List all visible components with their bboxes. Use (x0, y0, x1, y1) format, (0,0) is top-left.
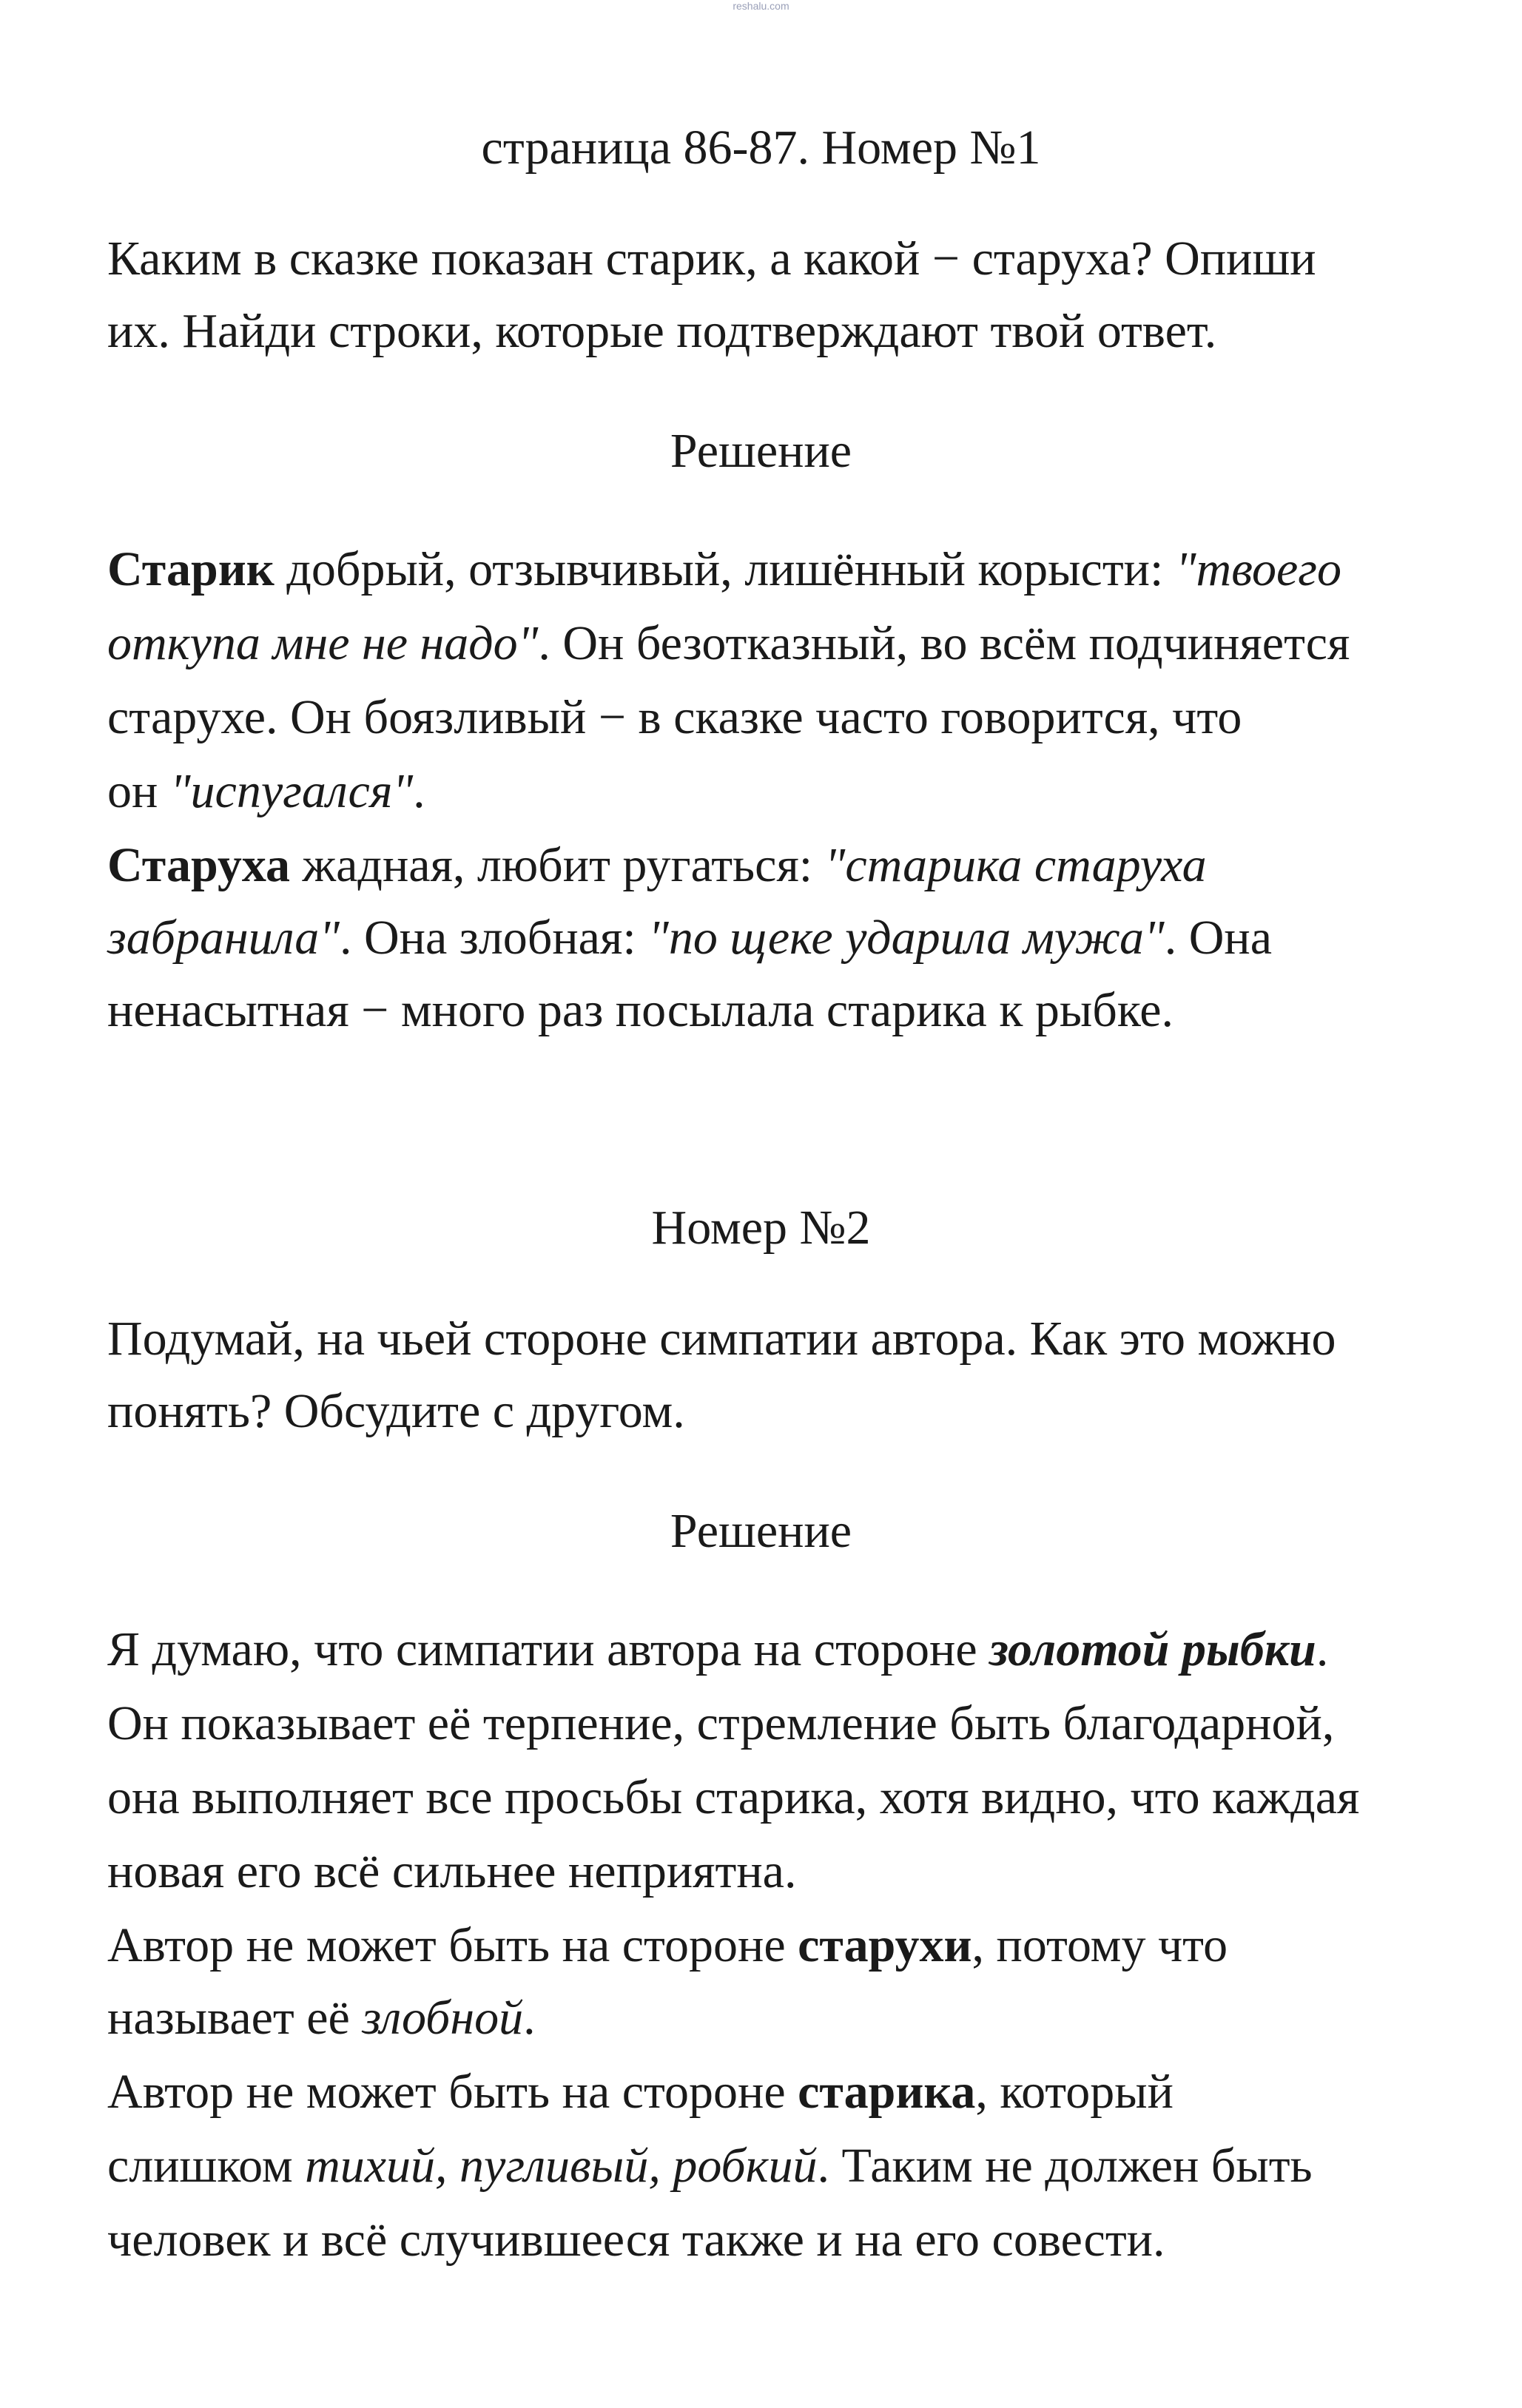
answer-p3-line2 (107, 2136, 1313, 2196)
old-man-end: . (413, 764, 425, 818)
old-woman-line3: ненасытная − много раз посылала старика к рыбке. (107, 983, 1174, 1037)
task2-solution-label: Решение (670, 1504, 852, 1558)
old-man-text2: . Он безотказный, во всём подчиняется (538, 616, 1350, 670)
answer-p3-end1: , который (975, 2065, 1174, 2119)
old-man-line1 (107, 540, 1341, 599)
old-woman-quote2: "по щеке ударила мужа" (648, 911, 1165, 965)
answer-p3-text1: Автор не может быть на стороне (107, 2065, 798, 2119)
answer-p1-end1: . (1316, 1622, 1329, 1676)
answer-p1-line4: новая его всё сильнее неприятна. (107, 1844, 797, 1898)
old-woman-text2-end: . Она (1164, 911, 1273, 965)
task2-question-line2: понять? Обсудите с другом. (107, 1384, 685, 1438)
answer-old-woman: старухи (798, 1918, 972, 1972)
answer-p3-line3: человек и всё случившееся также и на его совести. (107, 2213, 1165, 2267)
task2-title: Номер №2 (651, 1201, 871, 1255)
answer-old-man: старика (798, 2065, 976, 2119)
old-woman-line1 (107, 836, 1207, 895)
answer-p2-text2: называет её (107, 1991, 363, 2045)
answer-p1-line2: Он показывает её терпение, стремление быть благодарной, (107, 1696, 1335, 1750)
old-woman-quote1: "старика старуха (824, 838, 1207, 892)
old-man-line4 (107, 762, 425, 821)
old-woman-text1: жадная, любит ругаться: (289, 838, 825, 892)
old-man-quote1-cont: откупа мне не надо" (107, 616, 539, 670)
answer-p2-line2 (107, 1989, 536, 2048)
old-man-line3: старухе. Он боязливый − в сказке часто говорится, что (107, 690, 1242, 744)
old-man-text4: он (107, 764, 170, 818)
task1-question-line2: их. Найди строки, которые подтверждают твой ответ. (107, 304, 1217, 358)
old-man-name: Старик (107, 542, 275, 596)
old-man-line2 (107, 614, 1350, 673)
answer-p3-line1 (107, 2063, 1174, 2122)
old-woman-line2 (107, 908, 1272, 968)
task1-question-line1: Каким в сказке показан старик, а какой − старуха? Опиши (107, 232, 1316, 286)
page-title: страница 86-87. Номер №1 (481, 121, 1041, 175)
old-man-quote2: "испугался" (169, 764, 414, 818)
answer-p2-end1: , потому что (972, 1918, 1228, 1972)
answer-p2-line1 (107, 1916, 1228, 1975)
answer-evil: злобной (362, 1991, 524, 2045)
old-man-text1: добрый, отзывчивый, лишённый корысти: (274, 542, 1176, 596)
old-woman-name: Старуха (107, 838, 290, 892)
task1-solution-label: Решение (670, 424, 852, 478)
answer-p1-text1: Я думаю, что симпатии автора на стороне (107, 1622, 990, 1676)
answer-p3-end2: . Таким не должен быть (817, 2139, 1313, 2193)
old-woman-text2: . Она злобная: (339, 911, 649, 965)
answer-p2-text1: Автор не может быть на стороне (107, 1918, 798, 1972)
task2-question-line1: Подумай, на чьей стороне симпатии автора. Как это можно (107, 1312, 1336, 1366)
old-man-quote1: "твоего (1175, 542, 1342, 596)
answer-p2-end2: . (523, 1991, 536, 2045)
answer-p3-text2: слишком (107, 2139, 306, 2193)
answer-p1-line1 (107, 1620, 1328, 1679)
old-woman-quote1-cont: забранила" (107, 911, 340, 965)
answer-traits: тихий, пугливый, робкий (305, 2139, 818, 2193)
answer-golden-fish: золотой рыбки (989, 1622, 1316, 1676)
site-label: reshalu.com (733, 0, 789, 12)
answer-p1-line3: она выполняет все просьбы старика, хотя видно, что каждая (107, 1770, 1360, 1824)
